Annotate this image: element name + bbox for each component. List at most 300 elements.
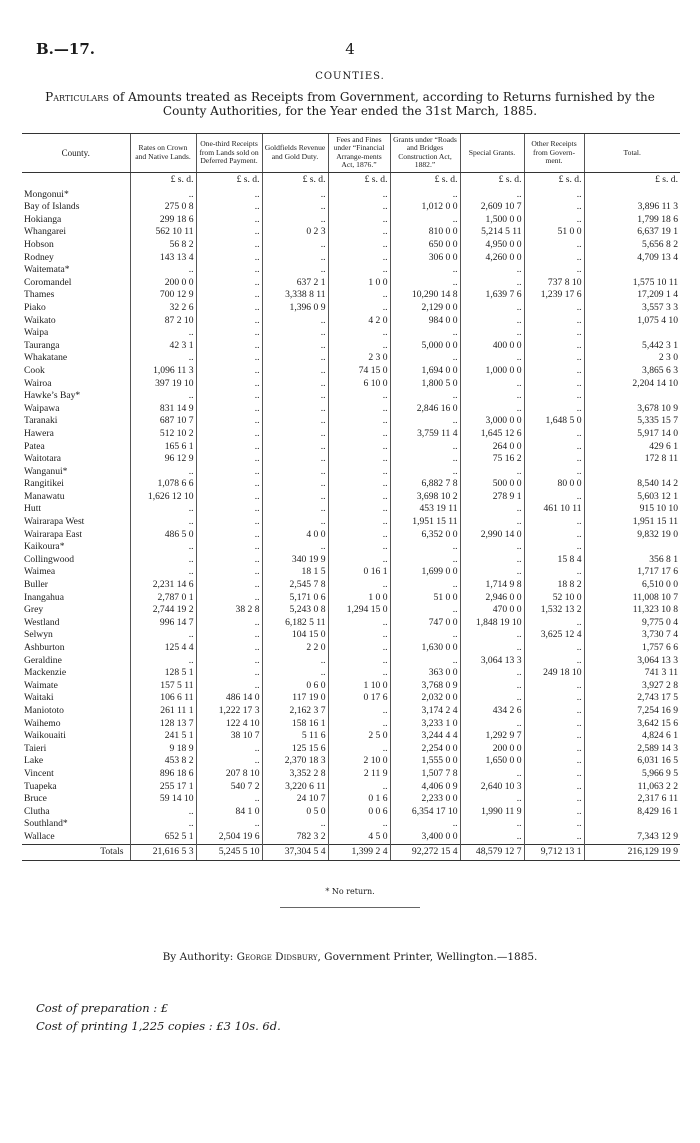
county-name: Taranaki [24, 415, 58, 427]
amount-cell: 157 5 11 [130, 680, 196, 693]
amount-cell: .. [328, 390, 390, 403]
amount-cell: .. [262, 390, 328, 403]
amount-cell: .. [196, 554, 262, 567]
county-name: Patea [24, 440, 45, 452]
table-row [22, 806, 680, 819]
amount-cell: 5,966 9 5 [584, 768, 680, 781]
table-row [22, 415, 680, 428]
amount-cell: 5,335 15 7 [584, 415, 680, 428]
amount-cell: .. [390, 189, 460, 202]
amount-cell: .. [460, 516, 524, 529]
table-row [22, 201, 680, 214]
amount-cell: .. [196, 352, 262, 365]
amount-cell: 1,990 11 9 [460, 806, 524, 819]
amount-cell: 500 0 0 [460, 478, 524, 491]
amount-cell: 2,233 0 0 [390, 793, 460, 806]
amount-cell: .. [524, 781, 584, 794]
amount-cell: 4 2 0 [328, 315, 390, 328]
amount-cell: .. [524, 214, 584, 227]
amount-cell: 24 10 7 [262, 793, 328, 806]
amount-cell: 6,352 0 0 [390, 529, 460, 542]
column-header: County. [22, 134, 130, 173]
table-row [22, 768, 680, 781]
amount-cell: .. [460, 277, 524, 290]
amount-cell: .. [328, 718, 390, 731]
amount-cell: 1,532 13 2 [524, 604, 584, 617]
county-name: Collingwood [24, 553, 75, 565]
amount-cell: .. [524, 390, 584, 403]
table-body [22, 172, 680, 860]
amount-cell: .. [328, 529, 390, 542]
amount-cell: 4,824 6 1 [584, 730, 680, 743]
amount-cell: .. [130, 264, 196, 277]
amount-cell: 122 4 10 [196, 718, 262, 731]
table-row [22, 441, 680, 454]
amount-cell: .. [460, 554, 524, 567]
amount-cell: 0 17 6 [328, 692, 390, 705]
amount-cell: 207 8 10 [196, 768, 262, 781]
amount-cell: .. [524, 403, 584, 416]
amount-cell: 3,678 10 9 [584, 403, 680, 416]
amount-cell: .. [460, 378, 524, 391]
amount-cell: 1,555 0 0 [390, 755, 460, 768]
amount-cell: .. [262, 541, 328, 554]
amount-cell: .. [196, 189, 262, 202]
county-name: Kaikoura* [24, 541, 65, 553]
amount-cell: .. [196, 478, 262, 491]
amount-cell: 1 0 0 [328, 592, 390, 605]
amount-cell: 2 3 0 [584, 352, 680, 365]
amount-cell: .. [328, 516, 390, 529]
amount-cell: 3,174 2 4 [390, 705, 460, 718]
amount-cell: .. [196, 566, 262, 579]
table-row [22, 680, 680, 693]
footnote: * No return. [325, 887, 375, 896]
amount-cell: 261 11 1 [130, 705, 196, 718]
county-name: Whakatane [24, 352, 68, 364]
amount-cell: 17,209 1 4 [584, 289, 680, 302]
amount-cell: .. [262, 655, 328, 668]
total-cell: 37,304 5 4 [262, 844, 328, 860]
amount-cell: 434 2 6 [460, 705, 524, 718]
amount-cell: .. [328, 289, 390, 302]
amount-cell: 2 2 0 [262, 642, 328, 655]
amount-cell: 356 8 1 [584, 554, 680, 567]
amount-cell: .. [328, 541, 390, 554]
table-row [22, 352, 680, 365]
amount-cell: .. [328, 655, 390, 668]
amount-cell: .. [196, 642, 262, 655]
amount-cell: 172 8 11 [584, 453, 680, 466]
county-name: Waihemo [24, 717, 61, 729]
units-cell: £ s. d. [262, 172, 328, 189]
amount-cell: 2,545 7 8 [262, 579, 328, 592]
amount-cell: .. [524, 340, 584, 353]
amount-cell: 1,714 9 8 [460, 579, 524, 592]
total-cell: 92,272 15 4 [390, 844, 460, 860]
table-row [22, 529, 680, 542]
amount-cell [584, 466, 680, 479]
amount-cell: .. [262, 365, 328, 378]
amount-cell: .. [262, 378, 328, 391]
county-name: Geraldine [24, 654, 62, 666]
amount-cell: 0 2 3 [262, 226, 328, 239]
amount-cell: .. [262, 441, 328, 454]
amount-cell: .. [524, 541, 584, 554]
amount-cell: 6,182 5 11 [262, 617, 328, 630]
table-row [22, 755, 680, 768]
county-name: Waimea [24, 566, 56, 578]
county-name: Hobson [24, 239, 54, 250]
amount-cell: 42 3 1 [130, 340, 196, 353]
amount-cell: 5,243 0 8 [262, 604, 328, 617]
amount-cell: 3,064 13 3 [584, 655, 680, 668]
amount-cell: .. [460, 768, 524, 781]
table-row [22, 541, 680, 554]
county-name: Waikato [24, 314, 56, 326]
amount-cell: 1,630 0 0 [390, 642, 460, 655]
amount-cell: 737 8 10 [524, 277, 584, 290]
amount-cell: 810 0 0 [390, 226, 460, 239]
amount-cell: .. [524, 730, 584, 743]
amount-cell: .. [524, 806, 584, 819]
amount-cell: .. [460, 302, 524, 315]
amount-cell: .. [130, 390, 196, 403]
amount-cell: 2,129 0 0 [390, 302, 460, 315]
amount-cell: .. [328, 629, 390, 642]
amount-cell: .. [524, 491, 584, 504]
amount-cell: .. [328, 453, 390, 466]
county-name: Westland [24, 616, 60, 628]
amount-cell: 10,290 14 8 [390, 289, 460, 302]
county-name: Wairoa [24, 377, 52, 389]
amount-cell: .. [262, 491, 328, 504]
amount-cell: .. [390, 629, 460, 642]
county-name: Waitaki [24, 692, 54, 704]
amount-cell: 306 0 0 [390, 252, 460, 265]
amount-cell: .. [328, 667, 390, 680]
amount-cell: 80 0 0 [524, 478, 584, 491]
amount-cell: 0 5 0 [262, 806, 328, 819]
county-name: Wairarapa East [24, 528, 83, 540]
amount-cell: 1,239 17 6 [524, 289, 584, 302]
amount-cell: 158 16 1 [262, 718, 328, 731]
section-heading: COUNTIES. [315, 71, 385, 82]
amount-cell: 996 14 7 [130, 617, 196, 630]
amount-cell: .. [460, 189, 524, 202]
amount-cell: .. [328, 491, 390, 504]
amount-cell [584, 264, 680, 277]
amount-cell: .. [196, 818, 262, 831]
amount-cell: .. [130, 818, 196, 831]
amount-cell: .. [460, 327, 524, 340]
table-row [22, 390, 680, 403]
amount-cell: 8,429 16 1 [584, 806, 680, 819]
amount-cell: .. [460, 718, 524, 731]
amount-cell: .. [196, 529, 262, 542]
amount-cell: .. [262, 403, 328, 416]
county-name: Piako [24, 301, 46, 313]
authority-lead: By Authority: [162, 951, 237, 963]
amount-cell: 299 18 6 [130, 214, 196, 227]
amount-cell: 984 0 0 [390, 315, 460, 328]
amount-cell: .. [196, 390, 262, 403]
county-name: Manawatu [24, 490, 65, 502]
county-name: Selwyn [24, 629, 53, 641]
amount-cell: 652 5 1 [130, 831, 196, 844]
county-name: Vincent [24, 767, 54, 779]
amount-cell: 125 4 4 [130, 642, 196, 655]
amount-cell: .. [390, 327, 460, 340]
amount-cell: .. [328, 252, 390, 265]
amount-cell: 4 0 0 [262, 529, 328, 542]
table-row [22, 554, 680, 567]
amount-cell: .. [262, 239, 328, 252]
county-name: Mackenzie [24, 667, 67, 679]
amount-cell: 1,000 0 0 [460, 365, 524, 378]
county-name: Waipawa [24, 402, 60, 414]
amount-cell: .. [262, 428, 328, 441]
amount-cell: 241 5 1 [130, 730, 196, 743]
amount-cell: .. [262, 818, 328, 831]
table-row [22, 214, 680, 227]
amount-cell: 143 13 4 [130, 252, 196, 265]
table-title [30, 90, 670, 118]
amount-cell: 52 10 0 [524, 592, 584, 605]
amount-cell: 1,717 17 6 [584, 566, 680, 579]
amount-cell: .. [328, 441, 390, 454]
amount-cell: .. [524, 516, 584, 529]
divider [280, 907, 420, 908]
amount-cell: 3,759 11 4 [390, 428, 460, 441]
amount-cell: .. [524, 818, 584, 831]
county-name: Lake [24, 755, 44, 767]
amount-cell: .. [262, 201, 328, 214]
amount-cell: .. [390, 466, 460, 479]
amount-cell: .. [196, 226, 262, 239]
amount-cell: 1,645 12 6 [460, 428, 524, 441]
amount-cell: .. [196, 793, 262, 806]
amount-cell: .. [460, 315, 524, 328]
amount-cell: .. [196, 680, 262, 693]
amount-cell: .. [328, 226, 390, 239]
amount-cell: .. [390, 415, 460, 428]
amount-cell: .. [262, 327, 328, 340]
amount-cell: 96 12 9 [130, 453, 196, 466]
amount-cell: .. [524, 441, 584, 454]
amount-cell: .. [390, 453, 460, 466]
units-cell: £ s. d. [328, 172, 390, 189]
amount-cell: 2,162 3 7 [262, 705, 328, 718]
amount-cell: 3,865 6 3 [584, 365, 680, 378]
amount-cell: 3,352 2 8 [262, 768, 328, 781]
amount-cell: 104 15 0 [262, 629, 328, 642]
amount-cell: .. [524, 252, 584, 265]
column-header: Rates on Crown and Native Lands. [130, 134, 196, 173]
amount-cell: .. [390, 604, 460, 617]
amount-cell: 4,950 0 0 [460, 239, 524, 252]
table-row [22, 566, 680, 579]
amount-cell: 6,882 7 8 [390, 478, 460, 491]
totals-label: Totals [22, 844, 130, 860]
table-row [22, 340, 680, 353]
county-name: Wallace [24, 830, 55, 842]
amount-cell: .. [196, 201, 262, 214]
amount-cell: .. [130, 189, 196, 202]
amount-cell: 2,846 16 0 [390, 403, 460, 416]
amount-cell: 165 6 1 [130, 441, 196, 454]
amount-cell: 1,626 12 10 [130, 491, 196, 504]
amount-cell: .. [524, 529, 584, 542]
county-name: Inangahua [24, 591, 64, 603]
amount-cell: .. [196, 214, 262, 227]
amount-cell: 1,650 0 0 [460, 755, 524, 768]
amount-cell [584, 818, 680, 831]
amount-cell: 3,896 11 3 [584, 201, 680, 214]
amount-cell: 1,799 18 6 [584, 214, 680, 227]
table-row [22, 516, 680, 529]
units-cell: £ s. d. [584, 172, 680, 189]
amount-cell: 2,204 14 10 [584, 378, 680, 391]
amount-cell: 2,640 10 3 [460, 781, 524, 794]
amount-cell: 2,032 0 0 [390, 692, 460, 705]
county-name: Hutt [24, 503, 42, 515]
amount-cell: .. [524, 264, 584, 277]
amount-cell [584, 390, 680, 403]
table-row [22, 428, 680, 441]
amount-cell: .. [460, 692, 524, 705]
amount-cell: 6 10 0 [328, 378, 390, 391]
amount-cell: .. [460, 629, 524, 642]
amount-cell: 2,609 10 7 [460, 201, 524, 214]
amount-cell: .. [460, 541, 524, 554]
amount-cell: .. [460, 831, 524, 844]
amount-cell: 2,504 19 6 [196, 831, 262, 844]
table-row [22, 189, 680, 202]
amount-cell: 397 19 10 [130, 378, 196, 391]
amount-cell: 1,012 0 0 [390, 201, 460, 214]
amount-cell: 340 19 9 [262, 554, 328, 567]
amount-cell: 38 2 8 [196, 604, 262, 617]
amount-cell: 106 6 11 [130, 692, 196, 705]
authority-rest: , Government Printer, Wellington.—1885. [317, 951, 538, 963]
amount-cell: .. [390, 352, 460, 365]
total-cell: 21,616 5 3 [130, 844, 196, 860]
table-row [22, 781, 680, 794]
amount-cell: 1,699 0 0 [390, 566, 460, 579]
amount-cell: .. [196, 252, 262, 265]
amount-cell [584, 189, 680, 202]
cost-of-preparation: Cost of preparation : £ [36, 1001, 169, 1015]
column-header: Total. [584, 134, 680, 173]
amount-cell: 3,642 15 6 [584, 718, 680, 731]
table-row [22, 718, 680, 731]
amount-cell: 512 10 2 [130, 428, 196, 441]
amount-cell: 4,260 0 0 [460, 252, 524, 265]
amount-cell: .. [262, 466, 328, 479]
amount-cell: 84 1 0 [196, 806, 262, 819]
printer-name: George Didsbury [236, 951, 318, 963]
amount-cell: .. [328, 818, 390, 831]
units-row [22, 172, 680, 189]
amount-cell: 2,743 17 5 [584, 692, 680, 705]
amount-cell: 461 10 11 [524, 503, 584, 516]
amount-cell: .. [196, 415, 262, 428]
amount-cell: 429 6 1 [584, 441, 680, 454]
amount-cell: 117 19 0 [262, 692, 328, 705]
amount-cell: 1,507 7 8 [390, 768, 460, 781]
amount-cell: .. [262, 340, 328, 353]
county-name: Thames [24, 289, 55, 301]
amount-cell: .. [196, 516, 262, 529]
amount-cell: 2 10 0 [328, 755, 390, 768]
amount-cell: .. [524, 466, 584, 479]
amount-cell: 87 2 10 [130, 315, 196, 328]
amount-cell: 4,406 0 9 [390, 781, 460, 794]
amount-cell: .. [328, 743, 390, 756]
amount-cell: 0 0 6 [328, 806, 390, 819]
column-header: Fees and Fines under “Financial Arrange-ments Act, 1876.” [328, 134, 390, 173]
table-row [22, 365, 680, 378]
amount-cell [584, 541, 680, 554]
amount-cell: 3,557 3 3 [584, 302, 680, 315]
amount-cell: 486 14 0 [196, 692, 262, 705]
table-row [22, 667, 680, 680]
table-row [22, 478, 680, 491]
amount-cell: 1,396 0 9 [262, 302, 328, 315]
amount-cell: 0 1 6 [328, 793, 390, 806]
units-cell: £ s. d. [390, 172, 460, 189]
amount-cell: 486 5 0 [130, 529, 196, 542]
amount-cell: .. [390, 441, 460, 454]
amount-cell: .. [130, 629, 196, 642]
amount-cell: 74 15 0 [328, 365, 390, 378]
amount-cell: .. [328, 189, 390, 202]
column-header: One-third Receipts from Lands sold on Deferred Payment. [196, 134, 262, 173]
units-cell: £ s. d. [460, 172, 524, 189]
amount-cell: 2,990 14 0 [460, 529, 524, 542]
amount-cell: .. [524, 302, 584, 315]
amount-cell: .. [390, 554, 460, 567]
amount-cell: 7,254 16 9 [584, 705, 680, 718]
receipts-table [22, 133, 680, 861]
table-row [22, 277, 680, 290]
table-row [22, 226, 680, 239]
county-name: Mongonui* [24, 188, 69, 200]
amount-cell: 6,354 17 10 [390, 806, 460, 819]
amount-cell: 637 2 1 [262, 277, 328, 290]
amount-cell: .. [196, 579, 262, 592]
county-name: Hokianga [24, 213, 62, 225]
county-name: Rangitikei [24, 478, 64, 490]
amount-cell: 1,648 5 0 [524, 415, 584, 428]
amount-cell: 7,343 12 9 [584, 831, 680, 844]
table-row [22, 831, 680, 844]
table-header-row [22, 134, 680, 173]
amount-cell: 200 0 0 [130, 277, 196, 290]
table-row [22, 629, 680, 642]
county-name: Buller [24, 579, 48, 591]
amount-cell: .. [196, 239, 262, 252]
amount-cell: .. [328, 302, 390, 315]
table-row [22, 403, 680, 416]
amount-cell: 11,008 10 7 [584, 592, 680, 605]
amount-cell: 1 10 0 [328, 680, 390, 693]
amount-cell: .. [328, 705, 390, 718]
amount-cell: 6,031 16 5 [584, 755, 680, 768]
cost-of-printing: Cost of printing 1,225 copies : £3 10s. 6d. [36, 1019, 281, 1033]
amount-cell: 9 18 9 [130, 743, 196, 756]
